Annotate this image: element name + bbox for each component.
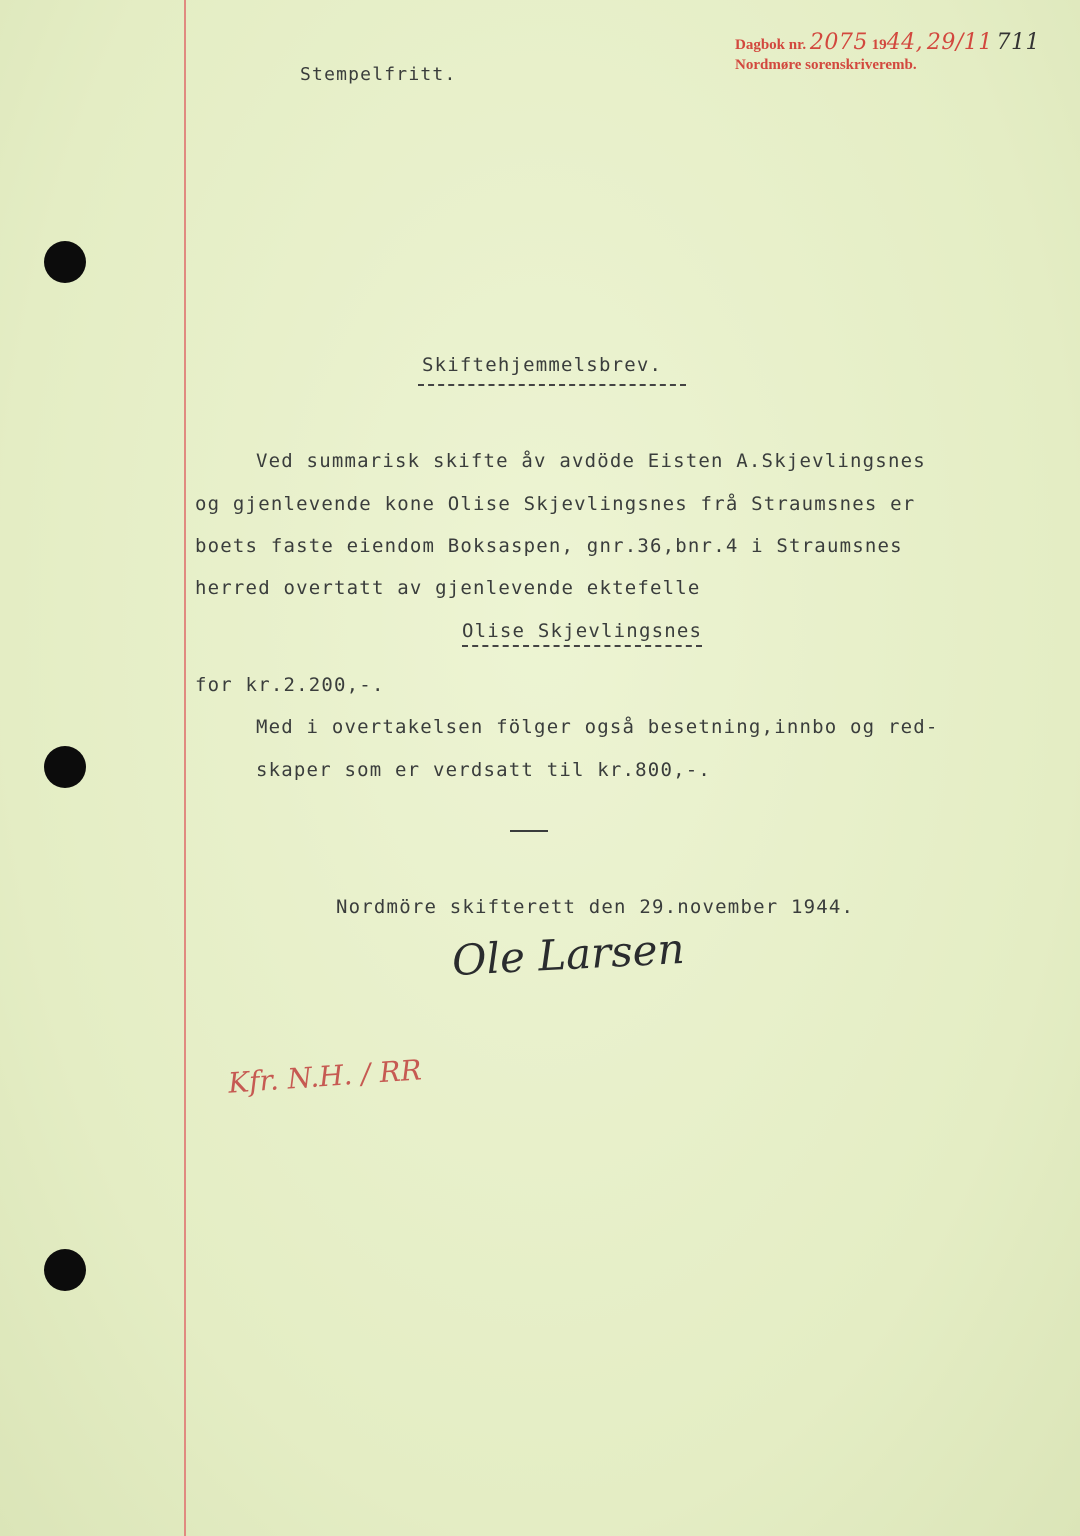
stamp-year: 44, xyxy=(886,30,924,55)
office-stamp: Nordmøre sorenskriveremb. xyxy=(735,57,917,73)
body-line: og gjenlevende kone Olise Skjevlingsnes frå Straumsnes er xyxy=(195,493,916,515)
body-line: boets faste eiendom Boksaspen, gnr.36,bnr.4 i Straumsnes xyxy=(195,535,903,557)
stamp-page-ref: 711 xyxy=(996,30,1041,55)
body-line: herred overtatt av gjenlevende ektefelle xyxy=(195,577,701,599)
punch-hole xyxy=(44,241,86,283)
stamp-date: 29/11 xyxy=(926,30,993,55)
punch-hole xyxy=(44,1249,86,1291)
body-line: Med i overtakelsen fölger også besetning,innbo og red- xyxy=(256,716,939,738)
title-underline xyxy=(418,384,686,386)
body-line: skaper som er verdsatt til kr.800,-. xyxy=(256,759,712,781)
stamp-number: 2075 xyxy=(809,30,868,55)
stamp-year-prefix: 19 xyxy=(871,37,887,53)
heir-name: Olise Skjevlingsnes xyxy=(462,620,703,642)
margin-note: Kfr. N.H. / RR xyxy=(227,1053,423,1100)
diary-stamp xyxy=(735,30,1040,55)
place-date: Nordmöre skifterett den 29.november 1944. xyxy=(336,896,855,918)
stamp-prefix: Dagbok nr. xyxy=(735,37,807,53)
fee-note: Stempelfritt. xyxy=(300,64,457,85)
punch-hole xyxy=(44,746,86,788)
document-title: Skiftehjemmelsbrev. xyxy=(422,354,663,376)
separator-dash xyxy=(510,830,548,832)
heir-underline xyxy=(462,645,702,647)
signature: Ole Larsen xyxy=(450,923,686,986)
body-line: Ved summarisk skifte åv avdöde Eisten A.Skjevlingsnes xyxy=(256,450,926,472)
price-line: for kr.2.200,-. xyxy=(195,674,385,696)
margin-rule xyxy=(184,0,186,1536)
